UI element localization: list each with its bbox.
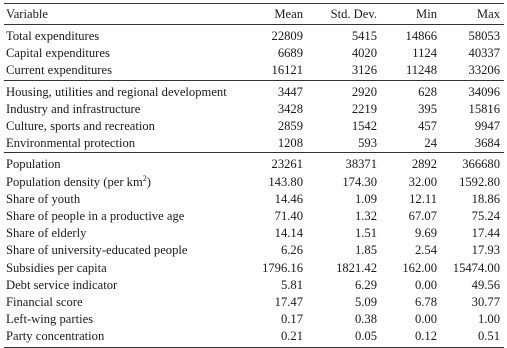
unit-superscript: 2 [142,173,147,183]
mean-cell: 0.21 [243,328,303,348]
max-cell: 30.77 [471,294,500,309]
mean-cell: 0.17 [280,312,303,327]
mean-cell: 3447 [243,80,303,101]
mean-cell: 6.26 [280,243,303,258]
min-cell: 2.54 [414,243,437,258]
std-dev-cell: 5415 [351,29,377,44]
std-dev-cell: 1.32 [354,208,377,223]
min-cell: 11248 [405,63,437,78]
variable-name: Share of elderly [6,226,87,241]
max-cell: 9947 [474,119,500,134]
mean-cell: 1208 [277,136,303,151]
table-row [4,25,504,46]
variable-name: Debt service indicator [6,277,118,292]
max-cell: 18.86 [471,191,500,206]
variable-name-cell [4,208,243,225]
variable-name-cell [4,62,243,80]
variable-name-suffix: ) [146,174,151,189]
min-cell: 0.12 [377,328,437,348]
variable-name: Current expenditures [6,63,112,78]
max-cell: 17.93 [471,243,500,258]
std-dev-cell: 0.38 [354,312,377,327]
mean-cell: 6689 [277,46,303,61]
max-cell: 34096 [437,80,504,101]
std-dev-cell: 1821.42 [336,260,377,275]
max-cell: 49.56 [471,277,500,292]
mean-cell: 143.80 [268,174,303,189]
header-min: Min [377,4,437,25]
max-cell: 3684 [474,136,500,151]
max-cell: 15474.00 [452,260,500,275]
min-cell: 395 [418,101,437,116]
table-row [4,277,504,294]
table-row [4,225,504,242]
variable-name: Party concentration [6,329,105,344]
table-row [4,174,504,191]
max-cell: 40337 [468,46,500,61]
min-cell: 0.00 [414,312,437,327]
table-row [4,118,504,135]
variable-name-cell [4,277,243,294]
header-max: Max [437,4,504,25]
variable-name: Capital expenditures [6,46,110,61]
table-row [4,153,504,174]
table-header [4,4,504,25]
mean-cell: 3428 [277,101,303,116]
max-cell: 58053 [468,29,500,44]
mean-cell: 14.46 [274,191,303,206]
table-row [4,135,504,153]
table-row [4,242,504,259]
variable-name-cell [4,294,243,311]
max-cell: 33206 [468,63,500,78]
variable-name-cell [4,80,243,101]
variable-name-cell [4,174,243,191]
variable-name: Share of people in a productive age [6,208,185,223]
min-cell: 628 [377,80,437,101]
variable-name: Financial score [6,294,83,309]
min-cell: 457 [418,119,437,134]
min-cell: 14866 [405,29,437,44]
variable-name-cell [4,328,243,348]
std-dev-cell: 174.30 [342,174,377,189]
table-row [4,80,504,101]
variable-name: Total expenditures [6,29,100,44]
mean-cell: 17.47 [274,294,303,309]
table-row [4,328,504,348]
table-row [4,259,504,276]
control-variables-group [4,153,504,348]
mean-cell: 23261 [243,153,303,174]
max-cell: 0.51 [437,328,504,348]
variable-name: Industry and infrastructure [6,101,141,116]
expenditure-totals-group [4,25,504,81]
std-dev-cell: 3126 [351,63,377,78]
table-row [4,208,504,225]
std-dev-cell: 4020 [351,46,377,61]
max-cell: 1.00 [477,312,500,327]
min-cell: 32.00 [408,174,437,189]
mean-cell: 22809 [271,29,303,44]
min-cell: 6.78 [414,294,437,309]
min-cell: 9.69 [414,226,437,241]
table-row [4,45,504,62]
min-cell: 162.00 [402,260,437,275]
std-dev-cell: 5.09 [354,294,377,309]
max-cell: 366680 [437,153,504,174]
variable-name-cell [4,135,243,153]
min-cell: 0.00 [414,277,437,292]
variable-name: Culture, sports and recreation [6,119,155,134]
summary-statistics-table-container [4,3,504,348]
std-dev-cell: 1.09 [354,191,377,206]
mean-cell: 1796.16 [262,260,303,275]
variable-name-cell [4,153,243,174]
table-row [4,311,504,328]
header-variable: Variable [4,4,243,25]
mean-cell: 16121 [271,63,303,78]
min-cell: 2892 [377,153,437,174]
table-row [4,191,504,208]
variable-name: Environmental protection [6,136,136,151]
std-dev-cell: 1.51 [354,226,377,241]
max-cell: 15816 [468,101,500,116]
header-row [4,4,504,25]
std-dev-cell: 2920 [303,80,377,101]
table-row [4,101,504,118]
mean-cell: 71.40 [274,208,303,223]
std-dev-cell: 593 [358,136,377,151]
variable-name-cell [4,118,243,135]
variable-name-cell [4,101,243,118]
summary-statistics-table [4,3,504,348]
table-row [4,62,504,80]
max-cell: 17.44 [471,226,500,241]
min-cell: 24 [424,136,437,151]
std-dev-cell: 0.05 [303,328,377,348]
variable-name: Population density (per km [6,174,143,189]
variable-name: Subsidies per capita [6,260,107,275]
variable-name: Housing, utilities and regional development [6,84,227,99]
variable-name-cell [4,25,243,46]
variable-name-cell [4,191,243,208]
std-dev-cell: 1542 [351,119,377,134]
min-cell: 1124 [412,46,437,61]
header-std-dev: Std. Dev. [303,4,377,25]
expenditure-categories-group [4,80,504,153]
mean-cell: 5.81 [280,277,303,292]
header-mean: Mean [243,4,303,25]
std-dev-cell: 6.29 [354,277,377,292]
variable-name: Share of university-educated people [6,243,188,258]
min-cell: 67.07 [408,208,437,223]
std-dev-cell: 38371 [303,153,377,174]
variable-name-cell [4,45,243,62]
std-dev-cell: 2219 [351,101,377,116]
variable-name-cell [4,242,243,259]
max-cell: 75.24 [471,208,500,223]
variable-name-cell [4,225,243,242]
mean-cell: 2859 [277,119,303,134]
variable-name: Left-wing parties [6,312,94,327]
variable-name: Population [6,157,61,172]
variable-name-cell [4,259,243,276]
table-row [4,294,504,311]
min-cell: 12.11 [409,191,437,206]
std-dev-cell: 1.85 [354,243,377,258]
variable-name-cell [4,311,243,328]
variable-name: Share of youth [6,191,81,206]
max-cell: 1592.80 [459,174,500,189]
mean-cell: 14.14 [274,226,303,241]
